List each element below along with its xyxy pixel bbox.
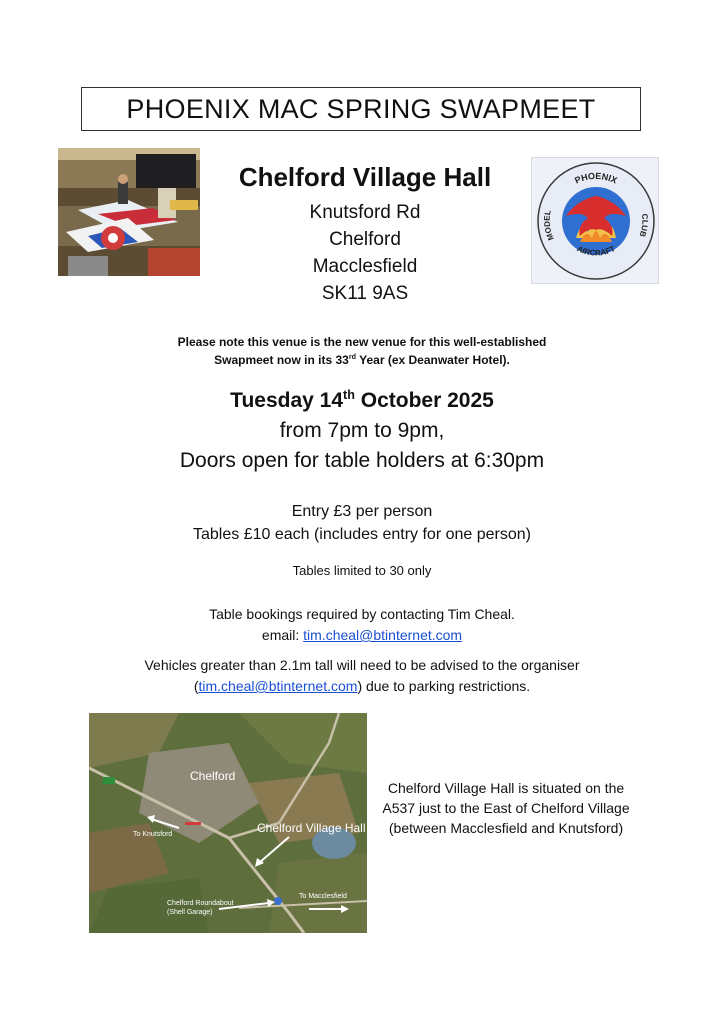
note-line-2 — [100, 351, 624, 369]
booking-line: Table bookings required by contacting Tim Cheal. — [209, 606, 515, 622]
table-limit: Tables limited to 30 only — [292, 563, 432, 578]
logo-bottom-text: AIRCRAFT — [575, 244, 617, 258]
phoenix-logo-icon — [532, 158, 659, 284]
note-text: Swapmeet now in its 33 — [214, 353, 349, 367]
map-description: Chelford Village Hall is situated on the A537 just to the East of Chelford Village (between Macclesfield and Knutsford) — [382, 780, 630, 836]
map-label-roundabout — [167, 899, 234, 917]
vehicles-line: Vehicles greater than 2.1m tall will need to be advised to the organiser — [144, 657, 580, 673]
venue-note — [100, 333, 624, 369]
address-line: SK11 9AS — [321, 283, 409, 304]
vehicles-email-link[interactable]: tim.cheal@btinternet.com — [198, 678, 358, 694]
vehicles-line-end: ) due to parking restrictions. — [357, 678, 531, 694]
page-title: PHOENIX MAC SPRING SWAPMEET — [81, 87, 641, 131]
event-time: from 7pm to 9pm, — [279, 419, 445, 442]
ordinal-suffix: th — [343, 388, 355, 402]
pricing-block — [60, 500, 664, 546]
table-price: Tables £10 each (includes entry for one person) — [193, 526, 531, 543]
event-date-block — [60, 386, 664, 476]
roundabout-line-1: Chelford Roundabout — [167, 900, 234, 907]
note-line-1: Please note this venue is the new venue for this well-established — [177, 335, 547, 349]
doors-open: Doors open for table holders at 6:30pm — [179, 449, 545, 472]
map-label-hall: Chelford Village Hall — [257, 821, 366, 835]
note-text: Year (ex Deanwater Hotel). — [356, 353, 510, 367]
venue-name: Chelford Village Hall — [238, 162, 492, 192]
vehicles-block — [40, 655, 684, 697]
ordinal-suffix: rd — [348, 352, 357, 361]
logo-right-text: CLUB — [637, 213, 650, 238]
map-label-to-macclesfield: To Macclesfield — [299, 893, 347, 900]
logo-top-text: PHOENIX — [573, 170, 619, 186]
roundabout-line-2: (Shell Garage) — [167, 909, 213, 916]
venue-block — [215, 162, 515, 307]
location-map — [89, 713, 367, 933]
address-line: Knutsford Rd — [309, 202, 421, 223]
club-logo — [531, 157, 659, 284]
date-text: October 2025 — [354, 389, 494, 412]
booking-email-line — [60, 625, 664, 646]
event-date — [60, 386, 664, 416]
date-text: Tuesday 14 — [230, 389, 344, 412]
entry-price: Entry £3 per person — [291, 503, 433, 520]
address-line: Chelford — [329, 229, 401, 250]
booking-block — [60, 604, 664, 646]
swapmeet-photo — [58, 148, 200, 276]
swapmeet-photo-illustration — [58, 148, 200, 276]
address-line: Macclesfield — [312, 256, 418, 277]
map-label-to-knutsford: To Knutsford — [133, 831, 173, 838]
email-prefix: email: — [261, 627, 304, 643]
paren-open: ( — [193, 678, 199, 694]
booking-email-link[interactable]: tim.cheal@btinternet.com — [303, 627, 463, 643]
map-label-chelford: Chelford — [190, 769, 236, 783]
vehicles-email-line — [40, 676, 684, 697]
logo-left-text: MODEL — [542, 209, 556, 242]
